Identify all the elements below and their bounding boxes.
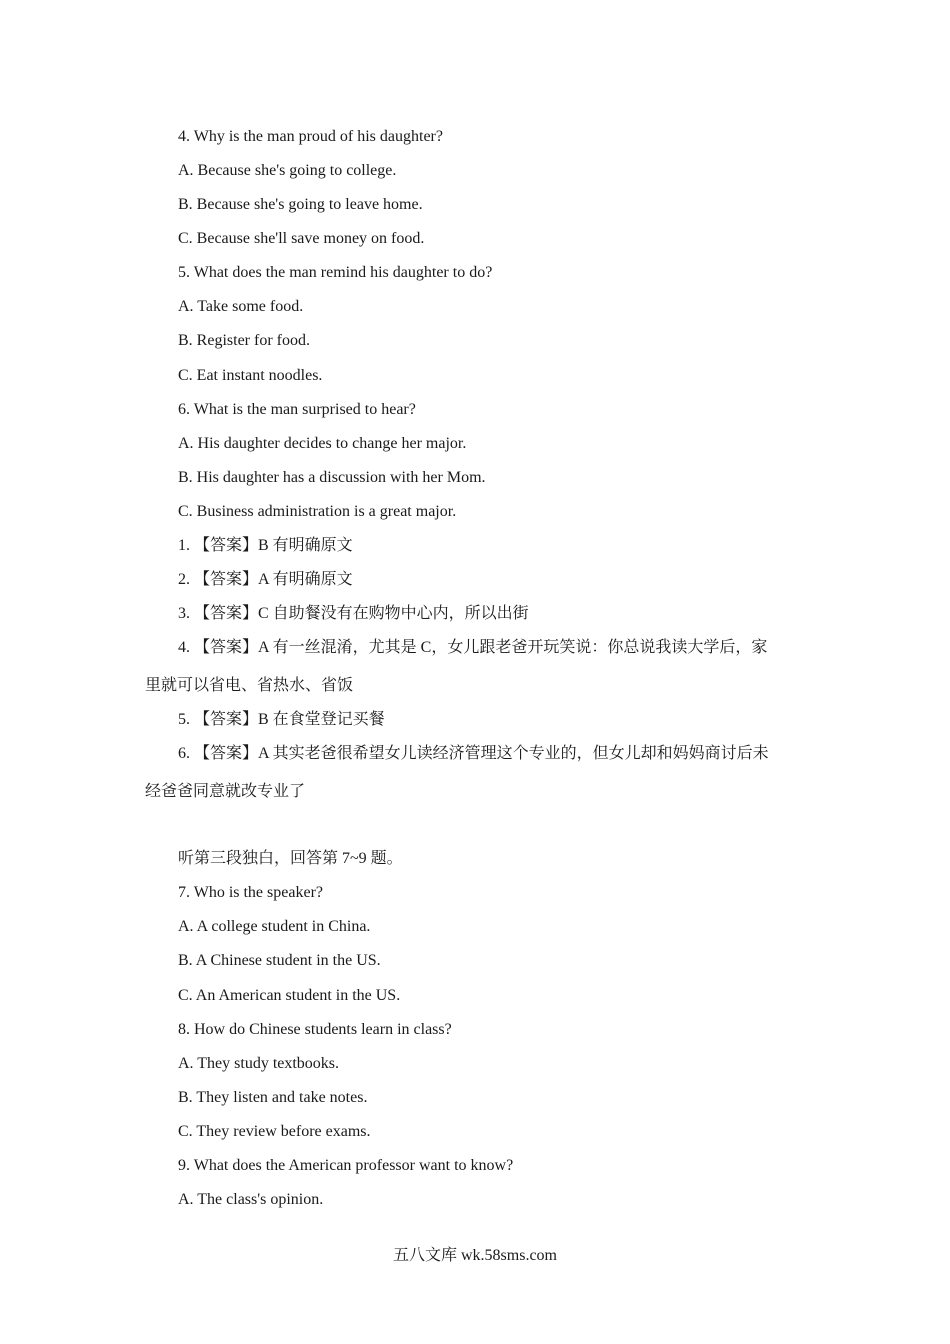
question-4-option-a: A. Because she's going to college. (178, 162, 397, 179)
answer-4-line-2: 里就可以省电、省热水、省饭 (145, 677, 354, 694)
question-9: 9. What does the American professor want to know? (178, 1157, 514, 1174)
question-8-option-b: B. They listen and take notes. (178, 1089, 368, 1106)
answer-6-line-2: 经爸爸同意就改专业了 (145, 783, 306, 800)
question-7-option-c: C. An American student in the US. (178, 987, 401, 1004)
answer-6-line-1: 6. 【答案】A 其实老爸很希望女儿读经济管理这个专业的，但女儿却和妈妈商讨后未 (178, 745, 769, 762)
section-3-intro: 听第三段独白，回答第 7~9 题。 (178, 850, 403, 867)
question-4-option-c: C. Because she'll save money on food. (178, 230, 425, 247)
question-7-option-b: B. A Chinese student in the US. (178, 952, 381, 969)
question-7: 7. Who is the speaker? (178, 884, 323, 901)
question-5-option-c: C. Eat instant noodles. (178, 367, 323, 384)
question-5-option-a: A. Take some food. (178, 298, 304, 315)
question-4-option-b: B. Because she's going to leave home. (178, 196, 423, 213)
answer-4-line-1: 4. 【答案】A 有一丝混淆，尤其是 C，女儿跟老爸开玩笑说：你总说我读大学后，家 (178, 639, 768, 656)
question-8-option-c: C. They review before exams. (178, 1123, 371, 1140)
answer-3: 3. 【答案】C 自助餐没有在购物中心内，所以出街 (178, 605, 529, 622)
question-6: 6. What is the man surprised to hear? (178, 401, 416, 418)
page-footer: 五八文库 wk.58sms.com (392, 1247, 557, 1264)
question-5: 5. What does the man remind his daughter to do? (178, 264, 493, 281)
question-6-option-a: A. His daughter decides to change her major. (178, 435, 467, 452)
question-8-option-a: A. They study textbooks. (178, 1055, 340, 1072)
question-8: 8. How do Chinese students learn in class? (178, 1021, 452, 1038)
question-5-option-b: B. Register for food. (178, 332, 310, 349)
answer-5: 5. 【答案】B 在食堂登记买餐 (178, 711, 385, 728)
question-4: 4. Why is the man proud of his daughter? (178, 128, 443, 145)
question-7-option-a: A. A college student in China. (178, 918, 371, 935)
question-9-option-a: A. The class's opinion. (178, 1191, 324, 1208)
answer-2: 2. 【答案】A 有明确原文 (178, 571, 353, 588)
question-6-option-c: C. Business administration is a great major. (178, 503, 457, 520)
answer-1: 1. 【答案】B 有明确原文 (178, 537, 353, 554)
question-6-option-b: B. His daughter has a discussion with her Mom. (178, 469, 486, 486)
